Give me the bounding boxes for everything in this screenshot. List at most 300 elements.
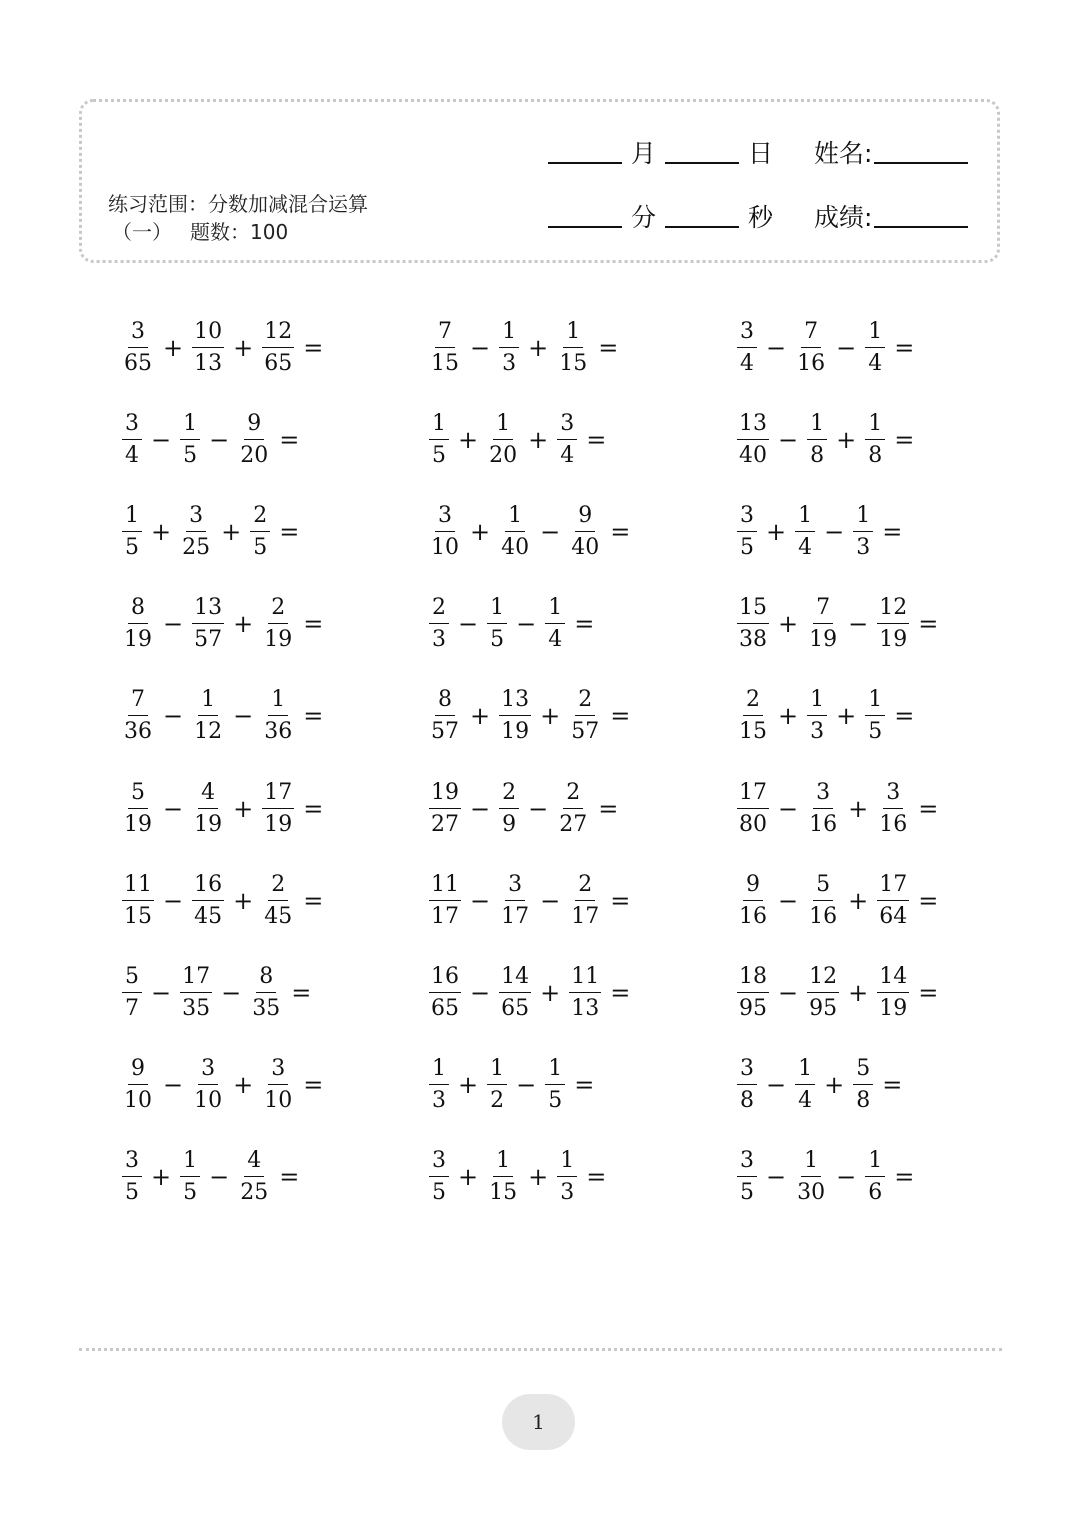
- denominator: 17: [431, 903, 459, 929]
- operator: +: [233, 794, 254, 823]
- problem: [735, 503, 903, 561]
- denominator: 5: [183, 1179, 198, 1205]
- operator: +: [778, 610, 799, 639]
- fraction: [120, 779, 156, 837]
- numerator: 12: [807, 966, 839, 993]
- denominator: 4: [798, 535, 813, 561]
- fraction: [427, 413, 451, 467]
- operator: −: [470, 978, 491, 1007]
- problem: [735, 595, 939, 653]
- fraction: [543, 1055, 567, 1113]
- denominator: 30: [797, 1179, 826, 1205]
- denominator: 13: [194, 351, 223, 376]
- denominator: 25: [240, 1179, 269, 1205]
- fraction: [735, 689, 771, 743]
- numerator: 2: [268, 597, 288, 624]
- numerator: 13: [192, 597, 224, 624]
- operator: +: [458, 1070, 479, 1099]
- denominator: 15: [431, 351, 459, 376]
- fraction: [485, 413, 521, 467]
- denominator: 5: [740, 535, 754, 561]
- numerator: 3: [435, 505, 455, 532]
- fraction: [248, 963, 284, 1021]
- numerator: 3: [122, 1150, 142, 1177]
- equals-sign: =: [918, 978, 939, 1007]
- numerator: 7: [813, 597, 833, 624]
- fraction: [851, 1055, 875, 1113]
- denominator: 13: [571, 995, 600, 1021]
- fraction: [427, 871, 463, 929]
- operator: −: [778, 886, 799, 915]
- numerator: 19: [429, 782, 461, 809]
- fraction: [178, 413, 202, 467]
- operator: +: [233, 610, 254, 639]
- denominator: 35: [252, 995, 281, 1021]
- equals-sign: =: [610, 886, 631, 915]
- numerator: 4: [244, 1150, 264, 1177]
- operator: +: [528, 426, 549, 455]
- denominator: 10: [264, 1087, 293, 1113]
- fraction: [120, 1147, 144, 1205]
- denominator: 3: [560, 1179, 575, 1205]
- numerator: 16: [429, 966, 461, 993]
- numerator: 3: [128, 321, 148, 348]
- operator: −: [540, 518, 561, 547]
- numerator: 9: [244, 413, 264, 440]
- equals-sign: =: [303, 886, 324, 915]
- denominator: 57: [194, 627, 223, 653]
- denominator: 27: [431, 811, 459, 837]
- numerator: 11: [122, 874, 154, 901]
- denominator: 19: [264, 627, 293, 653]
- denominator: 19: [124, 811, 152, 837]
- operator: +: [221, 518, 242, 547]
- problem: [427, 319, 619, 376]
- denominator: 25: [182, 535, 211, 561]
- numerator: 17: [737, 782, 769, 809]
- denominator: 4: [868, 351, 883, 376]
- numerator: 1: [557, 1150, 577, 1177]
- numerator: 2: [268, 874, 288, 901]
- operator: −: [766, 1162, 787, 1191]
- fraction: [178, 1147, 202, 1205]
- numerator: 3: [883, 782, 903, 809]
- second-label: 秒: [748, 203, 774, 232]
- numerator: 1: [493, 413, 513, 440]
- fraction: [863, 413, 887, 467]
- fraction: [248, 505, 272, 559]
- problem: [735, 319, 915, 376]
- fraction: [851, 505, 875, 559]
- operator: −: [209, 426, 230, 455]
- problem: [120, 319, 324, 376]
- fraction: [236, 1147, 272, 1205]
- numerator: 1: [795, 505, 815, 532]
- question-count: 题数：100: [190, 220, 289, 244]
- operator: +: [163, 334, 184, 362]
- denominator: 4: [548, 627, 563, 653]
- equals-sign: =: [303, 1070, 324, 1099]
- denominator: 4: [798, 1087, 813, 1113]
- denominator: 19: [124, 627, 152, 653]
- numerator: 11: [569, 966, 601, 993]
- operator: +: [151, 518, 172, 547]
- operator: −: [470, 794, 491, 823]
- fraction: [805, 413, 829, 467]
- numerator: 3: [505, 874, 525, 901]
- denominator: 20: [240, 443, 269, 469]
- operator: −: [163, 702, 184, 731]
- equals-sign: =: [303, 702, 324, 731]
- equals-sign: =: [586, 1162, 607, 1191]
- numerator: 12: [877, 597, 909, 624]
- denominator: 8: [856, 1087, 871, 1113]
- operator: −: [151, 426, 172, 455]
- equals-sign: =: [610, 702, 631, 731]
- fraction: [260, 871, 296, 929]
- numerator: 17: [877, 874, 909, 901]
- fraction: [260, 321, 296, 375]
- operator: +: [540, 702, 561, 731]
- fraction: [875, 597, 911, 651]
- fraction: [805, 597, 841, 651]
- denominator: 15: [489, 1179, 518, 1205]
- numerator: 17: [180, 966, 212, 993]
- fraction: [190, 689, 226, 743]
- denominator: 16: [739, 903, 767, 929]
- numerator: 13: [737, 413, 769, 440]
- fraction: [190, 779, 226, 837]
- numerator: 9: [743, 874, 763, 901]
- numerator: 1: [807, 689, 827, 716]
- denominator: 15: [739, 719, 767, 745]
- denominator: 16: [797, 351, 826, 376]
- numerator: 3: [429, 1150, 449, 1177]
- fraction: [555, 321, 591, 375]
- fraction: [805, 963, 841, 1021]
- numerator: 1: [429, 1058, 449, 1085]
- operator: −: [778, 978, 799, 1007]
- denominator: 8: [740, 1087, 754, 1113]
- fraction: [120, 689, 156, 743]
- denominator: 19: [809, 627, 838, 653]
- operator: −: [836, 1162, 857, 1191]
- operator: −: [233, 702, 254, 731]
- numerator: 5: [122, 966, 142, 993]
- equals-sign: =: [894, 702, 915, 731]
- operator: −: [458, 610, 479, 639]
- numerator: 2: [499, 782, 519, 809]
- denominator: 5: [432, 443, 446, 469]
- denominator: 80: [739, 811, 767, 837]
- problem: [427, 411, 607, 469]
- equals-sign: =: [894, 334, 915, 362]
- fraction: [427, 597, 451, 651]
- problem: [120, 595, 324, 653]
- problem: [427, 871, 631, 929]
- denominator: 4: [740, 351, 754, 376]
- equals-sign: =: [303, 794, 324, 823]
- equals-sign: =: [303, 334, 324, 362]
- numerator: 7: [128, 689, 148, 716]
- fraction: [485, 597, 509, 651]
- numerator: 1: [122, 505, 142, 532]
- denominator: 5: [183, 443, 198, 469]
- equals-sign: =: [279, 518, 300, 547]
- denominator: 57: [571, 719, 600, 745]
- numerator: 1: [865, 413, 885, 440]
- operator: −: [470, 334, 491, 362]
- problem: [735, 687, 915, 745]
- fraction: [875, 963, 911, 1021]
- fraction: [190, 597, 226, 651]
- denominator: 57: [431, 719, 459, 745]
- numerator: 14: [499, 966, 531, 993]
- fraction: [543, 597, 567, 651]
- footer-divider: [79, 1348, 1002, 1351]
- numerator: 3: [813, 782, 833, 809]
- denominator: 40: [739, 443, 767, 469]
- denominator: 15: [124, 903, 152, 929]
- numerator: 1: [493, 1150, 513, 1177]
- fraction: [427, 1055, 451, 1113]
- numerator: 2: [743, 689, 763, 716]
- numerator: 2: [575, 689, 595, 716]
- problem: [120, 1055, 324, 1113]
- denominator: 15: [559, 351, 588, 376]
- numerator: 1: [865, 1150, 885, 1177]
- operator: −: [778, 426, 799, 455]
- numerator: 1: [545, 1058, 565, 1085]
- problem: [427, 503, 631, 561]
- month-label: 月: [631, 139, 657, 168]
- numerator: 3: [737, 1058, 757, 1085]
- operator: −: [528, 794, 549, 823]
- denominator: 65: [431, 995, 459, 1021]
- equals-sign: =: [279, 1162, 300, 1191]
- fraction: [427, 689, 463, 743]
- fraction: [236, 413, 272, 467]
- operator: +: [848, 978, 869, 1007]
- numerator: 9: [128, 1058, 148, 1085]
- fraction: [735, 1055, 759, 1113]
- operator: −: [766, 1070, 787, 1099]
- fraction: [260, 1055, 296, 1113]
- fraction: [120, 597, 156, 651]
- denominator: 20: [489, 443, 518, 469]
- numerator: 3: [122, 413, 142, 440]
- fraction: [863, 321, 887, 375]
- fraction: [555, 1147, 579, 1205]
- problem: [120, 963, 312, 1021]
- denominator: 17: [571, 903, 600, 929]
- fraction: [427, 1147, 451, 1205]
- operator: +: [528, 1162, 549, 1191]
- denominator: 4: [125, 443, 139, 469]
- numerator: 1: [487, 597, 507, 624]
- denominator: 6: [868, 1179, 883, 1205]
- fraction: [178, 963, 214, 1021]
- denominator: 10: [194, 1087, 223, 1113]
- problem: [427, 595, 595, 653]
- operator: +: [836, 702, 857, 731]
- operator: +: [766, 518, 787, 547]
- operator: −: [209, 1162, 230, 1191]
- numerator: 1: [795, 1058, 815, 1085]
- fraction: [260, 779, 296, 837]
- numerator: 1: [499, 321, 519, 348]
- problem: [735, 1055, 903, 1113]
- numerator: 18: [737, 966, 769, 993]
- equals-sign: =: [610, 518, 631, 547]
- denominator: 10: [124, 1087, 152, 1113]
- fraction: [793, 1147, 829, 1205]
- denominator: 19: [879, 995, 908, 1021]
- denominator: 19: [194, 811, 223, 837]
- numerator: 1: [865, 689, 885, 716]
- numerator: 16: [192, 874, 224, 901]
- denominator: 95: [809, 995, 838, 1021]
- problem: [427, 1147, 607, 1205]
- operator: −: [836, 334, 857, 362]
- denominator: 8: [868, 443, 883, 469]
- numerator: 12: [262, 321, 294, 348]
- operator: −: [470, 886, 491, 915]
- numerator: 9: [575, 505, 595, 532]
- numerator: 7: [435, 321, 455, 348]
- fraction: [485, 1055, 509, 1113]
- denominator: 40: [501, 535, 530, 561]
- denominator: 36: [264, 719, 293, 745]
- numerator: 3: [198, 1058, 218, 1085]
- fraction: [735, 779, 771, 837]
- denominator: 2: [490, 1087, 505, 1113]
- numerator: 8: [256, 966, 276, 993]
- equals-sign: =: [598, 794, 619, 823]
- numerator: 3: [737, 505, 757, 532]
- name-label: 姓名:: [814, 139, 873, 168]
- numerator: 10: [192, 321, 224, 348]
- denominator: 12: [194, 719, 223, 745]
- fraction: [120, 321, 156, 375]
- numerator: 3: [737, 321, 757, 348]
- fraction: [793, 505, 817, 559]
- numerator: 3: [186, 505, 206, 532]
- numerator: 14: [877, 966, 909, 993]
- numerator: 1: [198, 689, 218, 716]
- equals-sign: =: [586, 426, 607, 455]
- equals-sign: =: [918, 610, 939, 639]
- problem: [735, 871, 939, 929]
- fraction: [178, 505, 214, 559]
- operator: −: [778, 794, 799, 823]
- equals-sign: =: [918, 886, 939, 915]
- denominator: 7: [125, 995, 139, 1021]
- denominator: 8: [810, 443, 825, 469]
- numerator: 3: [268, 1058, 288, 1085]
- denominator: 17: [501, 903, 530, 929]
- fraction: [735, 871, 771, 929]
- fraction: [875, 871, 911, 929]
- denominator: 35: [182, 995, 211, 1021]
- fraction: [190, 1055, 226, 1113]
- fraction: [735, 597, 771, 651]
- numerator: 1: [801, 1150, 821, 1177]
- fraction: [875, 779, 911, 837]
- fraction: [427, 963, 463, 1021]
- operator: −: [766, 334, 787, 362]
- numerator: 5: [813, 874, 833, 901]
- problem: [120, 871, 324, 929]
- operator: −: [516, 1070, 537, 1099]
- fraction: [120, 963, 144, 1021]
- fraction: [805, 779, 841, 837]
- equals-sign: =: [882, 1070, 903, 1099]
- page-number-badge: [502, 1394, 575, 1450]
- fraction: [190, 871, 226, 929]
- equals-sign: =: [894, 426, 915, 455]
- numerator: 8: [435, 689, 455, 716]
- fraction: [735, 1147, 759, 1205]
- fraction: [427, 505, 463, 559]
- operator: +: [528, 334, 549, 362]
- fraction: [863, 689, 887, 743]
- operator: +: [233, 334, 254, 362]
- operator: +: [848, 886, 869, 915]
- fraction: [793, 1055, 817, 1113]
- operator: −: [163, 794, 184, 823]
- denominator: 10: [431, 535, 459, 561]
- fraction: [120, 1055, 156, 1113]
- minute-label: 分: [631, 203, 657, 232]
- denominator: 45: [264, 903, 293, 929]
- fraction: [735, 963, 771, 1021]
- fraction: [260, 689, 296, 743]
- operator: −: [848, 610, 869, 639]
- fraction: [567, 505, 603, 559]
- operator: +: [824, 1070, 845, 1099]
- operator: +: [151, 1162, 172, 1191]
- numerator: 5: [853, 1058, 873, 1085]
- numerator: 1: [429, 413, 449, 440]
- problem: [427, 963, 631, 1021]
- problem: [735, 779, 939, 837]
- fraction: [120, 413, 144, 467]
- denominator: 19: [501, 719, 530, 745]
- numerator: 3: [557, 413, 577, 440]
- denominator: 19: [264, 811, 293, 837]
- problem: [735, 963, 939, 1021]
- denominator: 3: [432, 627, 446, 653]
- numerator: 1: [807, 413, 827, 440]
- denominator: 3: [810, 719, 825, 745]
- denominator: 19: [879, 627, 908, 653]
- operator: +: [233, 886, 254, 915]
- fraction: [805, 689, 829, 743]
- problem: [120, 411, 300, 469]
- numerator: 15: [737, 597, 769, 624]
- equals-sign: =: [918, 794, 939, 823]
- fraction: [497, 689, 533, 743]
- problem: [120, 687, 324, 745]
- fraction: [497, 779, 521, 837]
- denominator: 5: [253, 535, 268, 561]
- equals-sign: =: [610, 978, 631, 1007]
- numerator: 2: [575, 874, 595, 901]
- denominator: 16: [809, 903, 838, 929]
- numerator: 1: [545, 597, 565, 624]
- fraction: [497, 963, 533, 1021]
